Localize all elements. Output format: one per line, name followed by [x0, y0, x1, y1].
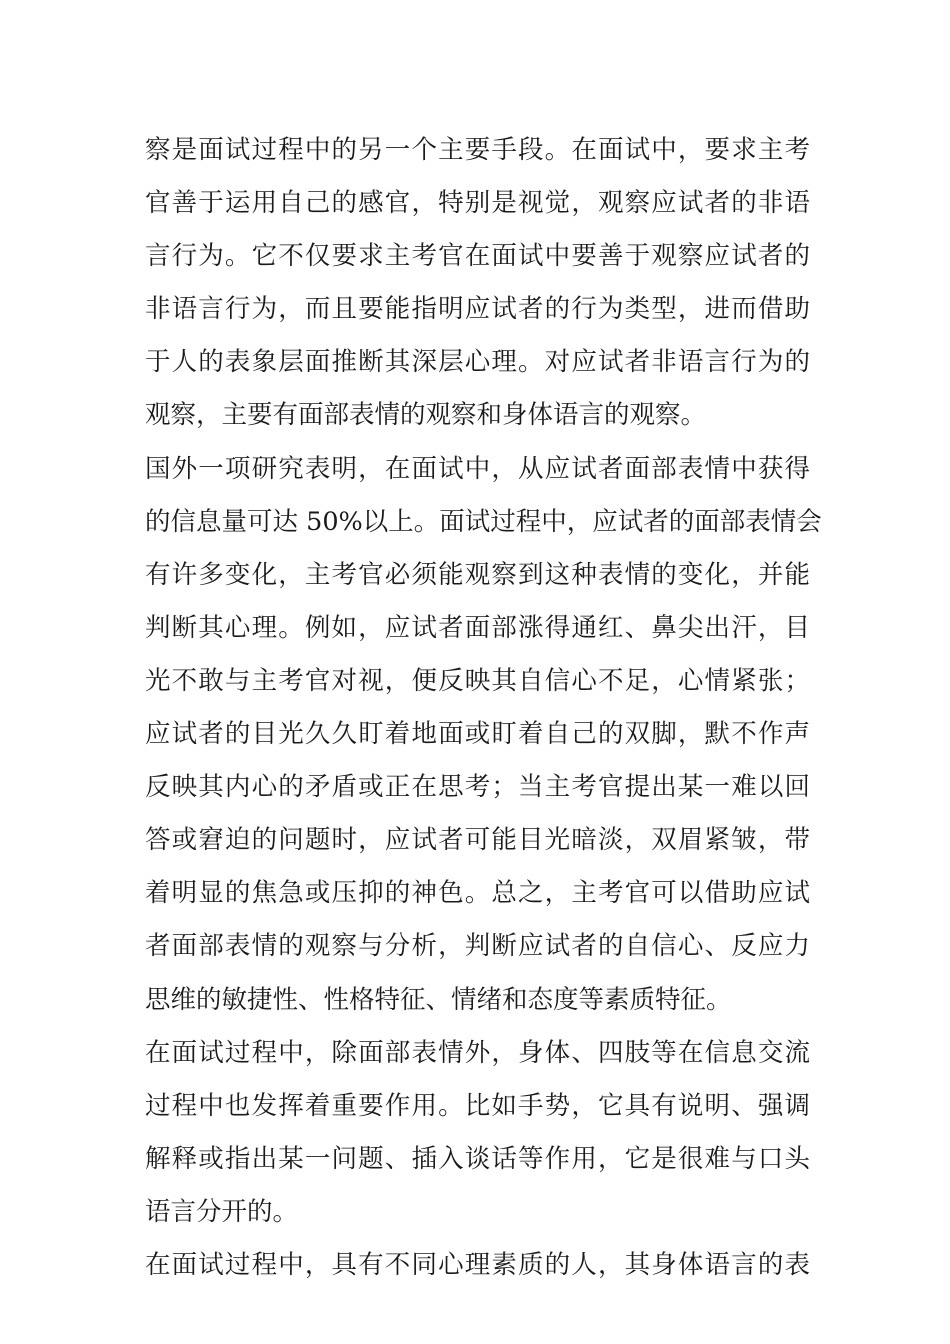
- text-line: 着明显的焦急或压抑的神色。总之，主考官可以借助应试: [145, 878, 810, 909]
- text-line: 国外一项研究表明，在面试中，从应试者面部表情中获得: [145, 453, 810, 484]
- text-line: 在面试过程中，除面部表情外，身体、四肢等在信息交流: [145, 1037, 810, 1068]
- paragraph-body-language: [145, 1027, 810, 1239]
- text-line: 有许多变化，主考官必须能观察到这种表情的变化，并能: [145, 559, 810, 590]
- text-line: 答或窘迫的问题时，应试者可能目光暗淡，双眉紧皱，带: [145, 825, 810, 856]
- paragraph-facial-expression: [145, 443, 822, 1027]
- text-line: 判断其心理。例如，应试者面部涨得通红、鼻尖出汗，目: [145, 612, 810, 643]
- text-line: 反映其内心的矛盾或正在思考；当主考官提出某一难以回: [145, 772, 810, 803]
- text-line: 观察，主要有面部表情的观察和身体语言的观察。: [145, 400, 707, 431]
- paragraph-psychological-traits: [145, 1239, 810, 1292]
- text-line: 解释或指出某一问题、插入谈话等作用，它是很难与口头: [145, 1143, 810, 1174]
- document-body: [145, 124, 822, 1292]
- text-line: 思维的敏捷性、性格特征、情绪和态度等素质特征。: [145, 984, 732, 1015]
- text-line: 于人的表象层面推断其深层心理。对应试者非语言行为的: [145, 347, 810, 378]
- text-line: 者面部表情的观察与分析，判断应试者的自信心、反应力: [145, 931, 810, 962]
- text-line: 光不敢与主考官对视，便反映其自信心不足，心情紧张；: [145, 665, 810, 696]
- text-line: 言行为。它不仅要求主考官在面试中要善于观察应试者的: [145, 241, 810, 272]
- text-line: 非语言行为，而且要能指明应试者的行为类型，进而借助: [145, 294, 810, 325]
- text-line: 察是面试过程中的另一个主要手段。在面试中，要求主考: [145, 135, 810, 165]
- text-line: 应试者的目光久久盯着地面或盯着自己的双脚，默不作声: [145, 719, 810, 750]
- paragraph-observation: [145, 124, 810, 443]
- text-line: 官善于运用自己的感官，特别是视觉，观察应试者的非语: [145, 188, 810, 219]
- text-line: 在面试过程中，具有不同心理素质的人，其身体语言的表: [145, 1249, 810, 1280]
- text-line: 过程中也发挥着重要作用。比如手势，它具有说明、强调: [145, 1090, 810, 1121]
- text-line: 的信息量可达 50%以上。面试过程中，应试者的面部表情会: [145, 506, 822, 537]
- text-line: 语言分开的。: [145, 1196, 299, 1227]
